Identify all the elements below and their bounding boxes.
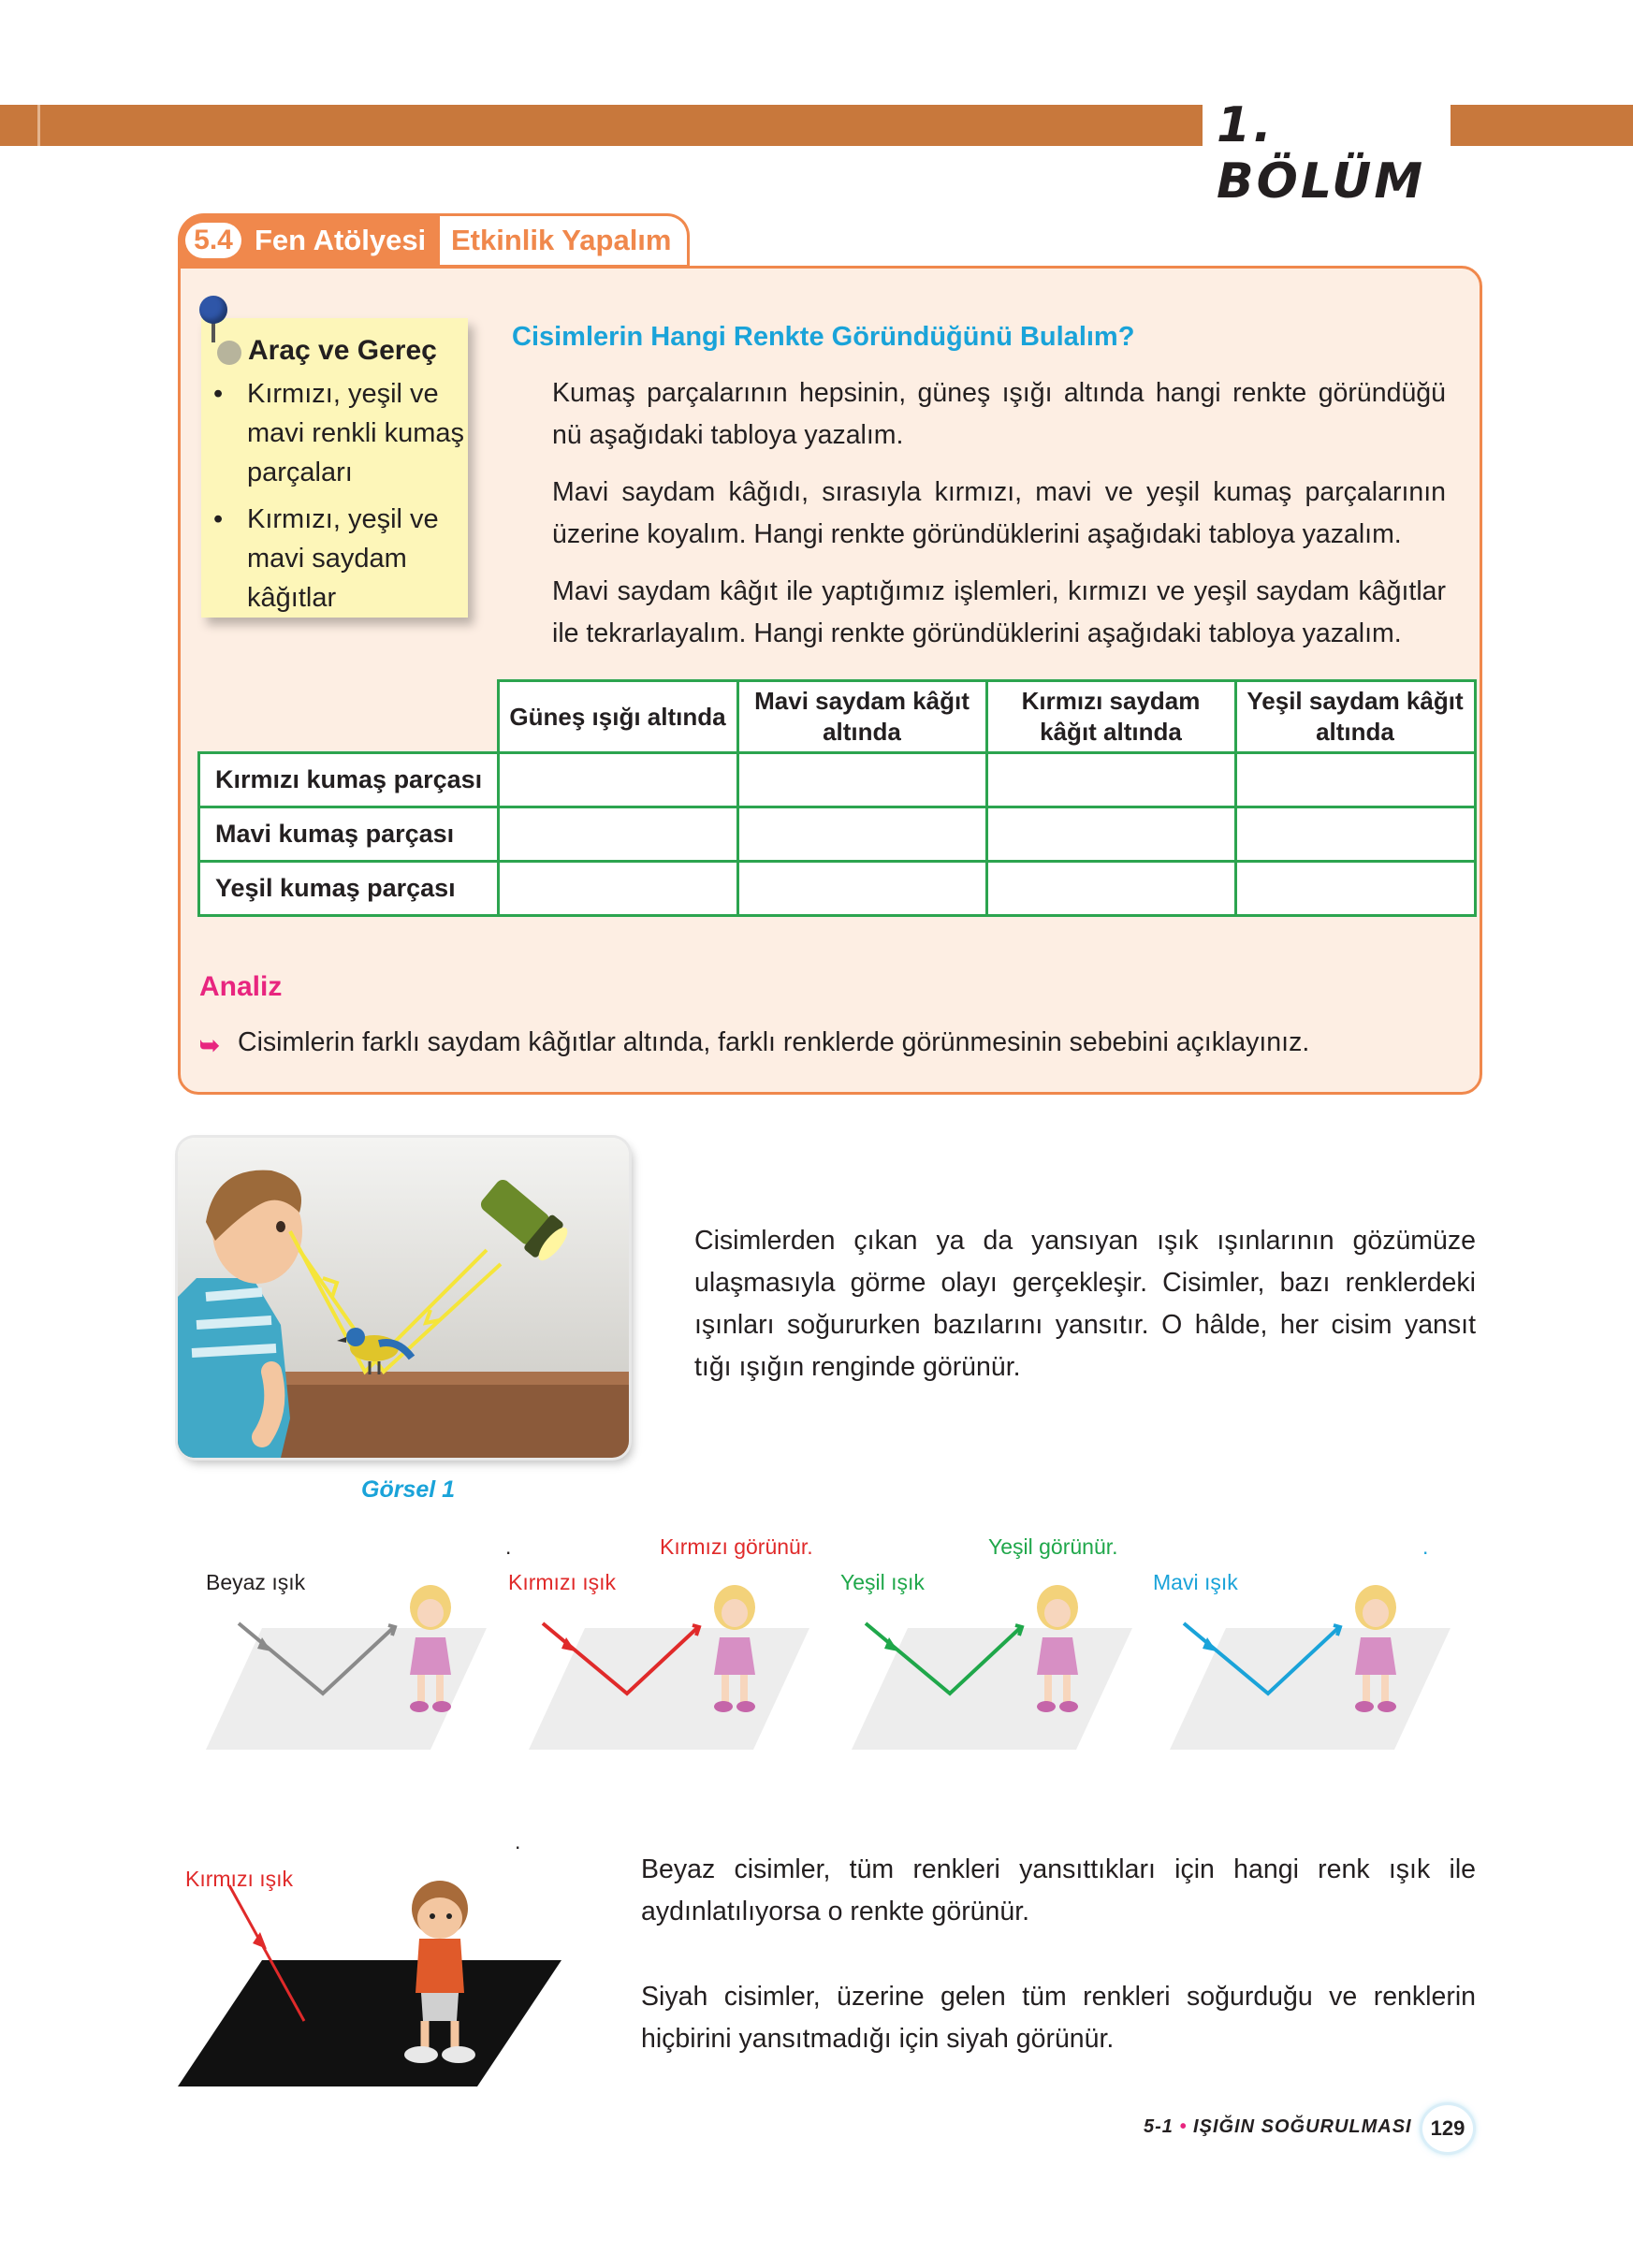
materials-title: Araç ve Gereç [248, 335, 437, 366]
table-cell[interactable] [737, 753, 986, 807]
table-cell[interactable] [737, 862, 986, 916]
color-reflection-diagram [178, 1534, 1488, 1768]
boy-bird-flashlight-illustration [178, 1138, 629, 1458]
white-objects-paragraph: Beyaz cisimler, tüm renkleri yansıttıkları için hangi renk ışık ile aydınlatılıyorsa o renkte görünür. [641, 1854, 1476, 1926]
table-column-header: Mavi saydam kâğıt altında [737, 681, 986, 753]
table-column-header: Güneş ışığı altında [498, 681, 737, 753]
page-number: 129 [1422, 2105, 1473, 2152]
activity-type: Etkinlik Yapalım [451, 224, 672, 256]
reflection-paragraph: Cisimlerden çıkan ya da yansıyan ışık ışınlarının gözümüze ulaşmasıyla görme olayı gerçekleşir. Cisimler, bazı renklerdeki ışınları soğururken bazılarını yansıtır. O hâlde, her cisim yansıt tığı ışığın renginde görünür. [694, 1226, 1476, 1382]
table-cell[interactable] [498, 807, 737, 862]
analysis-question: Cisimlerin farklı saydam kâğıtlar altında, farklı renklerde görünmesinin sebebini açıklayınız. [238, 1027, 1310, 1057]
result-label: Yeşil görünür. [988, 1534, 1118, 1559]
materials-item [213, 500, 466, 618]
table-cell[interactable] [986, 753, 1235, 807]
light-label: Kırmızı ışık [508, 1570, 616, 1594]
materials-item-text: Kırmızı, yeşil ve mavi saydam kâğıtlar [247, 504, 439, 613]
black-surface-diagram [178, 1829, 571, 2091]
table-row [199, 862, 1476, 916]
pin-shadow [217, 341, 241, 365]
table-cell[interactable] [1235, 862, 1475, 916]
materials-list [213, 374, 466, 625]
table-cell[interactable] [1235, 753, 1475, 807]
table-column-header: Kırmızı saydam kâğıt altında [986, 681, 1235, 753]
bullet: • [213, 379, 224, 409]
diagram-panel [501, 1534, 819, 1768]
light-label: Kırmızı ışık [185, 1867, 293, 1891]
table-cell[interactable] [986, 807, 1235, 862]
section-number: 5-1 [1144, 2116, 1174, 2137]
section-topic: IŞIĞIN SOĞURULMASI [1193, 2116, 1412, 2137]
result-label: . [505, 1534, 512, 1559]
footer-section [1144, 2116, 1412, 2138]
table-row [199, 753, 1476, 807]
materials-item [213, 374, 466, 492]
activity-number: 5.4 [185, 223, 241, 258]
bullet: • [213, 504, 224, 534]
activity-paragraph-2: Mavi saydam kâğıdı, sırasıyla kırmızı, mavi ve yeşil kumaş parçalarının üzerine koyalım. Hangi renkte göründüklerini aşağıdaki tabloya yazalım. [552, 477, 1446, 549]
table-header-row [199, 681, 1476, 753]
header-band-right [1451, 105, 1633, 146]
pushpin-icon [199, 296, 227, 324]
header-band-divider [37, 105, 40, 146]
results-table [197, 679, 1477, 917]
light-label: Beyaz ışık [206, 1570, 306, 1594]
table-row-header: Yeşil kumaş parçası [199, 862, 499, 916]
table-cell[interactable] [498, 753, 737, 807]
black-surface [178, 1960, 561, 2086]
table-cell[interactable] [986, 862, 1235, 916]
table-corner [199, 681, 499, 753]
diagram-panel [1142, 1534, 1460, 1768]
light-label: Mavi ışık [1153, 1570, 1238, 1594]
table-row-header: Kırmızı kumaş parçası [199, 753, 499, 807]
footer-separator: • [1179, 2116, 1188, 2137]
activity-paragraph-1: Kumaş parçalarının hepsinin, güneş ışığı altında hangi renkte göründüğü nü aşağıdaki tabloya yazalım. [552, 378, 1446, 450]
analysis-title: Analiz [199, 971, 283, 1002]
activity-title: Cisimlerin Hangi Renkte Göründüğünü Bulalım? [512, 322, 1135, 352]
table-cell[interactable] [498, 862, 737, 916]
activity-paragraph-3: Mavi saydam kâğıt ile yaptığımız işlemleri, kırmızı ve yeşil saydam kâğıtlar ile tekrarlayalım. Hangi renkte göründüklerini aşağıdaki tabloya yazalım. [552, 576, 1446, 648]
table-cell[interactable] [1235, 807, 1475, 862]
materials-item-text: Kırmızı, yeşil ve mavi renkli kumaş parçaları [247, 379, 465, 487]
table-row-header: Mavi kumaş parçası [199, 807, 499, 862]
arrow-icon: ➥ [199, 1031, 220, 1059]
activity-label: Fen Atölyesi [255, 224, 427, 256]
result-label: Kırmızı görünür. [660, 1534, 813, 1559]
table-column-header: Yeşil saydam kâğıt altında [1235, 681, 1475, 753]
pin-needle [211, 322, 215, 342]
table-cell[interactable] [737, 807, 986, 862]
result-label: . [515, 1829, 521, 1854]
result-label: . [1422, 1534, 1429, 1559]
header-band [0, 105, 1203, 146]
diagram-panel [824, 1534, 1142, 1768]
chapter-title: 1. BÖLÜM [1217, 97, 1426, 210]
light-label: Yeşil ışık [840, 1570, 925, 1594]
diagram-panel [178, 1534, 512, 1768]
black-objects-paragraph: Siyah cisimler, üzerine gelen tüm renkleri soğurduğu ve renklerin hiçbirini yansıtmadığı için siyah görünür. [641, 1982, 1476, 2054]
table-row [199, 807, 1476, 862]
figure-1-caption: Görsel 1 [361, 1476, 456, 1503]
figure-1 [178, 1138, 629, 1458]
